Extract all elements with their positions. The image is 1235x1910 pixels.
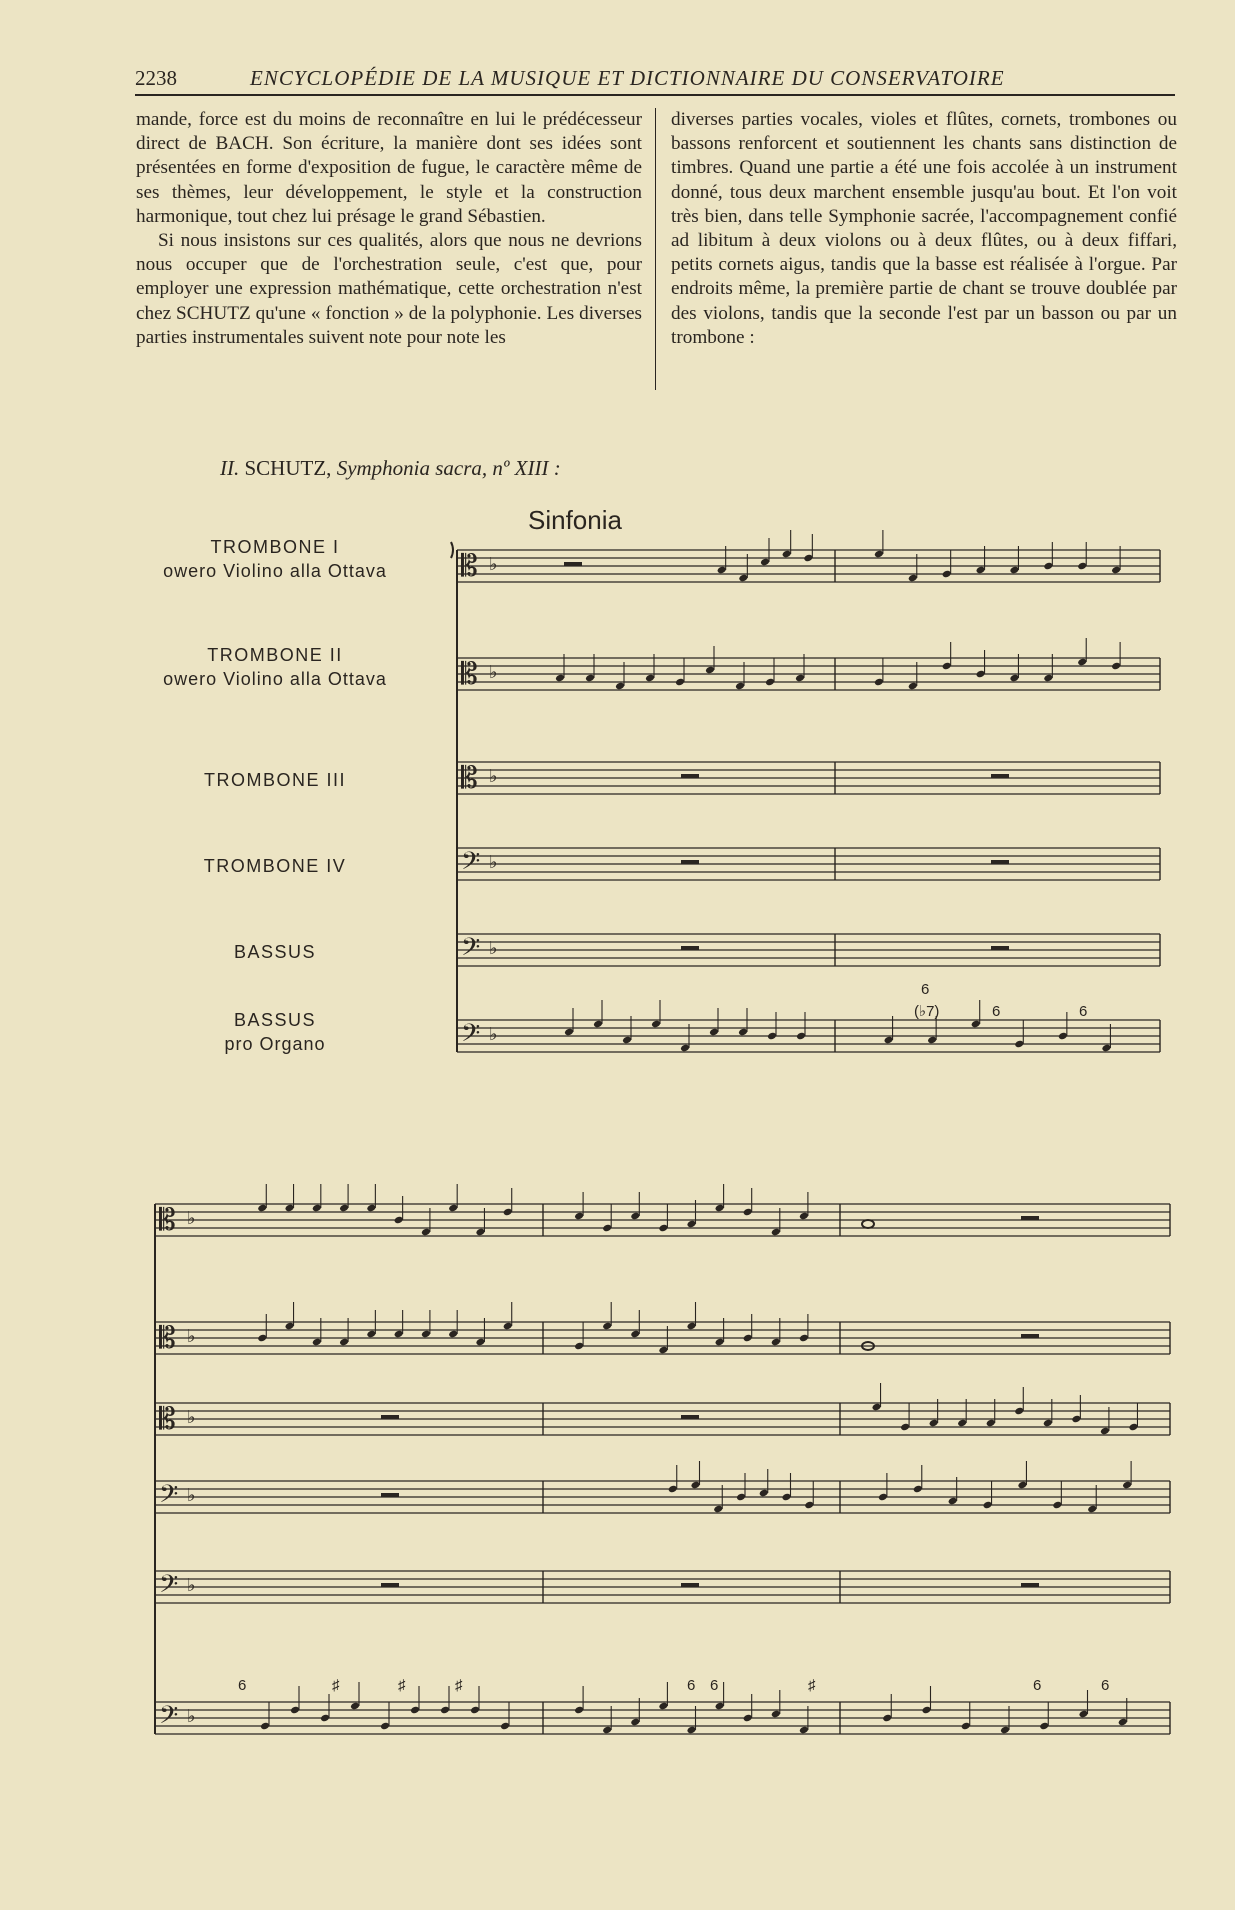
part-label-trombone-2: TROMBONE II owero Violino alla Ottava [163,645,387,689]
whole-rest [681,774,699,778]
key-signature-flat: ♭ [489,766,498,787]
whole-rest [381,1493,399,1497]
figured-bass-numeral: 6 [1033,1677,1042,1694]
clef-symbol: 𝄢 [461,1019,481,1054]
brace-top [451,542,453,558]
figured-bass-numeral: 6 [710,1677,719,1694]
clef-symbol: 𝄢 [159,1480,179,1515]
clef-symbol: 𝄢 [159,1570,179,1605]
whole-rest [564,562,582,566]
key-signature-flat: ♭ [489,662,498,683]
clef-symbol: 𝄢 [461,933,481,968]
whole-rest [381,1583,399,1587]
clef-symbol: 𝄡 [159,1321,176,1356]
clef-symbol: 𝄡 [159,1402,176,1437]
key-signature-flat: ♭ [187,1706,196,1727]
paragraph: mande, force est du moins de reconnaître en lui le prédécesseur direct de BACH. Son écriture, la manière dont ses idées sont présentées en forme d'exposition de fugue, le caractère même de ses thèmes, leur développement, le style et la construction harmonique, tout chez lui présage le grand Sébastien. [136,109,642,227]
sinfonia-heading: Sinfonia [528,505,622,535]
figured-bass-numeral: 6 [921,981,930,998]
figured-bass-numeral: 6 [1079,1003,1088,1020]
figured-bass-numeral: ♯ [398,1677,406,1694]
page-number: 2238 [135,66,177,90]
part-label-bassus: BASSUS [233,942,317,962]
key-signature-flat: ♭ [187,1575,196,1596]
paragraph: diverses parties vocales, violes et flûtes, cornets, trombones ou bassons renforcent et soutiennent les chants sans distinction de timbres. Quand une partie a été une fois accolée à un instrument donné, tous deux marchent ensemble jusqu'au bout. Et l'on voit très bien, dans telle Symphonie sacrée, l'accompagnement confié ad libitum à deux violons ou à deux flûtes, ou à deux fiffari, petits cornets aigus, tandis que la basse est réalisée à l'orgue. Par endroits même, la première partie de chant se trouve doublée par des violons, tandis que la seconde l'est par un basson ou par un trombone : [671,109,1177,348]
clef-symbol: 𝄢 [461,847,481,882]
key-signature-flat: ♭ [489,1024,498,1045]
paragraph: Si nous insistons sur ces qualités, alors que nous ne devrions nous occuper que de l'orchestration seule, c'est que, pour employer une expression mathématique, cette orchestration n'est chez SCHUTZ qu'une « fonction » de la polyphonie. Les diverses parties instrumentales suivent note pour note les [136,230,642,348]
key-signature-flat: ♭ [489,852,498,873]
key-signature-flat: ♭ [187,1326,196,1347]
part-label-trombone-4: TROMBONE IV [203,856,347,876]
clef-symbol: 𝄡 [159,1203,176,1238]
figured-bass-numeral: ♯ [332,1677,340,1694]
whole-rest [681,1583,699,1587]
part-label-bassus-organo: BASSUS pro Organo [224,1010,326,1054]
key-signature-flat: ♭ [489,938,498,959]
figured-bass-numeral: ♯ [455,1677,463,1694]
clef-symbol: 𝄢 [159,1701,179,1736]
whole-note [862,1220,874,1228]
figured-bass-numeral: (♭7) [914,1003,940,1020]
figured-bass-numeral: ♯ [808,1677,816,1694]
figured-bass-numeral: 6 [992,1003,1001,1020]
whole-rest [1021,1583,1039,1587]
whole-rest [681,860,699,864]
figured-bass-numeral: 6 [687,1677,696,1694]
whole-rest [381,1415,399,1419]
whole-rest [681,946,699,950]
part-label-trombone-1: TROMBONE I owero Violino alla Ottava [163,537,387,581]
whole-rest [1021,1334,1039,1338]
example-caption: II. SCHUTZ, Symphonia sacra, nº XIII : [220,456,561,480]
whole-rest [991,774,1009,778]
figured-bass-numeral: 6 [238,1677,247,1694]
key-signature-flat: ♭ [187,1485,196,1506]
key-signature-flat: ♭ [187,1407,196,1428]
clef-symbol: 𝄡 [461,657,478,692]
clef-symbol: 𝄡 [461,549,478,584]
part-label-trombone-3: TROMBONE III [203,770,346,790]
whole-rest [1021,1216,1039,1220]
clef-symbol: 𝄡 [461,761,478,796]
whole-rest [991,946,1009,950]
running-title: ENCYCLOPÉDIE DE LA MUSIQUE ET DICTIONNAIRE DU CONSERVATOIRE [250,66,1005,90]
whole-rest [991,860,1009,864]
key-signature-flat: ♭ [187,1208,196,1229]
key-signature-flat: ♭ [489,554,498,575]
whole-rest [681,1415,699,1419]
figured-bass-numeral: 6 [1101,1677,1110,1694]
